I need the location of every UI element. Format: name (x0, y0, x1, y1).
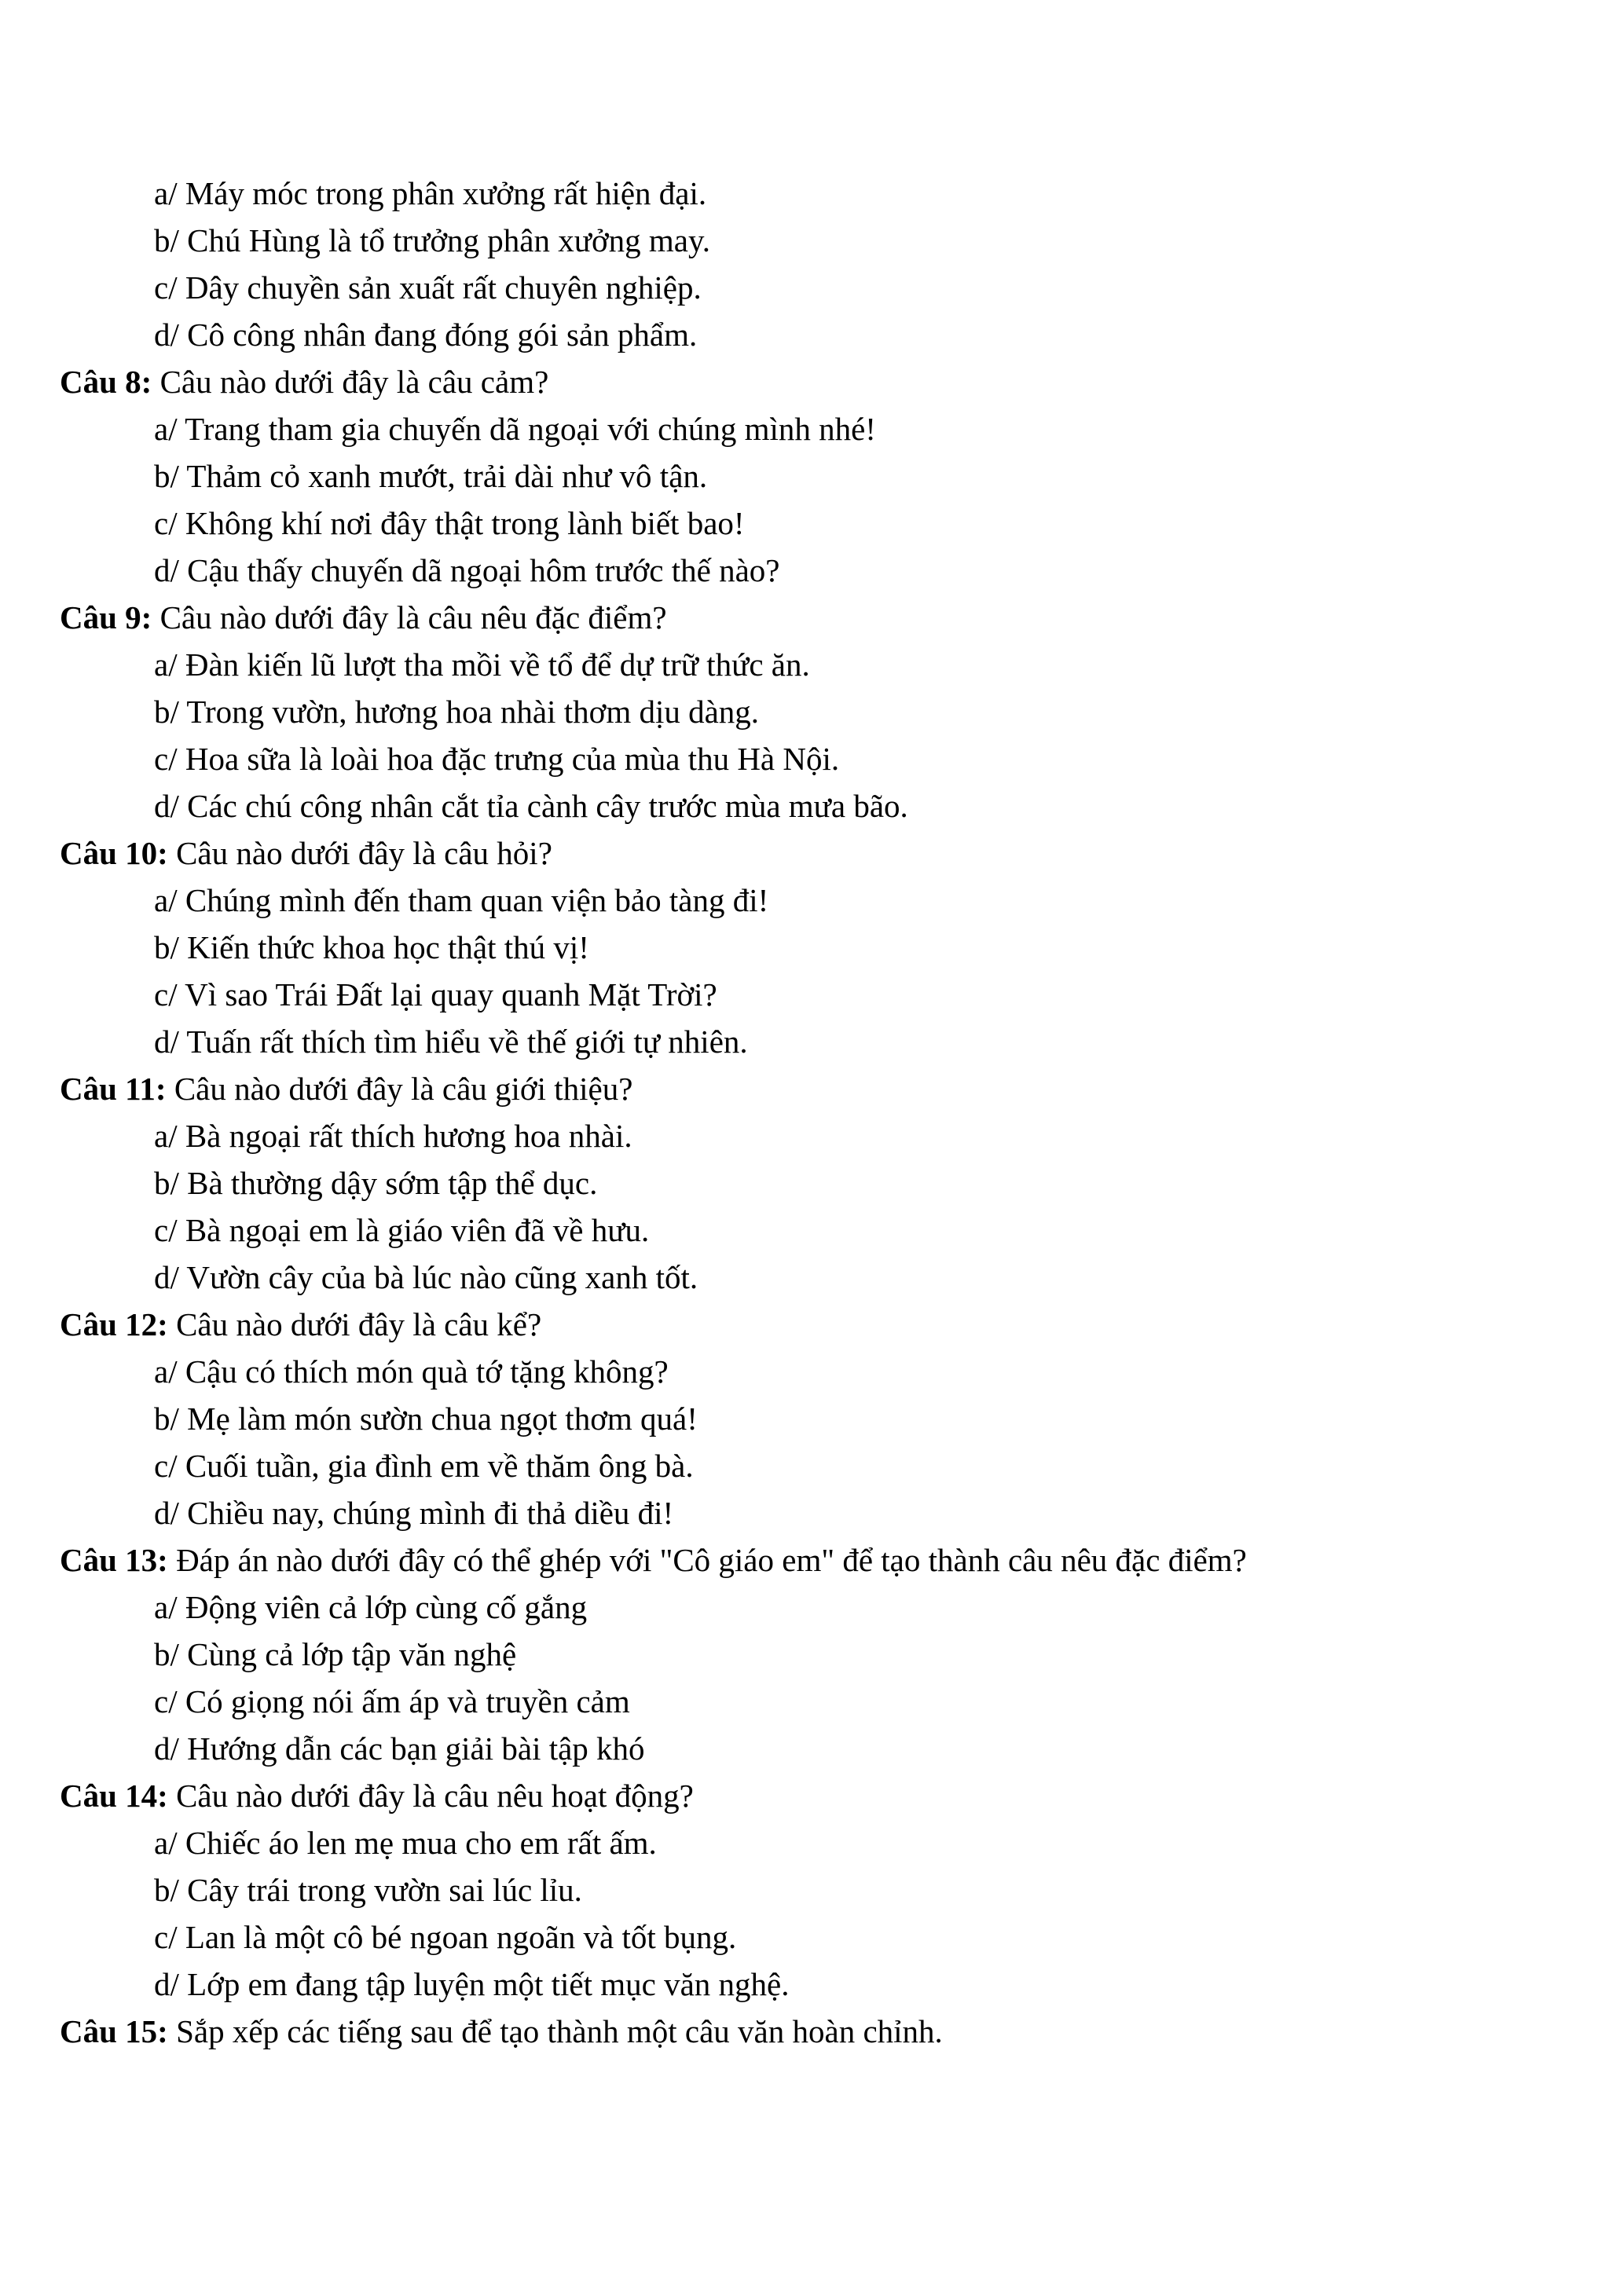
question-line (0, 2008, 1624, 2055)
option-d: d/ Tuấn rất thích tìm hiểu về thế giới tự nhiên. (154, 1023, 748, 1060)
option-b: b/ Cây trái trong vườn sai lúc lỉu. (154, 1872, 582, 1908)
option-a: a/ Trang tham gia chuyến dã ngoại với chúng mình nhé! (154, 411, 876, 447)
question-text: Câu nào dưới đây là câu nêu đặc điểm? (152, 599, 667, 635)
option-a: a/ Cậu có thích món quà tớ tặng không? (154, 1353, 669, 1390)
option-a: a/ Động viên cả lớp cùng cố gắng (154, 1589, 588, 1625)
question-line (0, 1065, 1624, 1112)
question-number: Câu 8: (60, 364, 152, 400)
question-line (0, 1772, 1624, 1819)
option-b: b/ Cùng cả lớp tập văn nghệ (154, 1636, 517, 1672)
option-a: a/ Chúng mình đến tham quan viện bảo tàng đi! (154, 882, 769, 918)
question-15 (0, 2008, 1624, 2055)
question-line (0, 358, 1624, 405)
question-line (0, 1301, 1624, 1348)
question-9 (0, 594, 1624, 829)
option-a: a/ Chiếc áo len mẹ mua cho em rất ấm. (154, 1825, 657, 1861)
option-d: d/ Cậu thấy chuyến dã ngoại hôm trước thế nào? (154, 552, 780, 588)
question-text: Câu nào dưới đây là câu hỏi? (167, 835, 552, 871)
option-d: d/ Lớp em đang tập luyện một tiết mục văn nghệ. (154, 1966, 790, 2002)
option-d: d/ Các chú công nhân cắt tỉa cành cây trước mùa mưa bão. (154, 788, 908, 824)
question-11 (0, 1065, 1624, 1301)
option-c: c/ Cuối tuần, gia đình em về thăm ông bà. (154, 1448, 694, 1484)
option-d: d/ Vườn cây của bà lúc nào cũng xanh tốt. (154, 1259, 698, 1295)
question-text: Câu nào dưới đây là câu giới thiệu? (166, 1071, 633, 1107)
option-c: c/ Vì sao Trái Đất lại quay quanh Mặt Trời? (154, 976, 717, 1013)
option-c: c/ Lan là một cô bé ngoan ngoãn và tốt bụng. (154, 1919, 737, 1955)
question-number: Câu 15: (60, 2013, 168, 2049)
question-8 (0, 358, 1624, 594)
option-b: b/ Bà thường dậy sớm tập thể dục. (154, 1165, 598, 1201)
question-number: Câu 11: (60, 1071, 167, 1107)
option-b: b/ Kiến thức khoa học thật thú vị! (154, 929, 589, 965)
option-c: c/ Không khí nơi đây thật trong lành biết bao! (154, 505, 745, 541)
question-text: Câu nào dưới đây là câu cảm? (152, 364, 549, 400)
question-12 (0, 1301, 1624, 1536)
question-number: Câu 10: (60, 835, 168, 871)
option-b: b/ Chú Hùng là tổ trưởng phân xưởng may. (154, 222, 711, 258)
option-b: b/ Thảm cỏ xanh mướt, trải dài như vô tận. (154, 458, 708, 494)
question-number: Câu 12: (60, 1306, 168, 1342)
question-text: Câu nào dưới đây là câu nêu hoạt động? (167, 1778, 694, 1814)
document-page (0, 170, 1624, 2055)
continued-options (0, 170, 1624, 358)
option-c: c/ Dây chuyền sản xuất rất chuyên nghiệp. (154, 269, 702, 306)
option-a: a/ Bà ngoại rất thích hương hoa nhài. (154, 1118, 632, 1154)
option-c: c/ Hoa sữa là loài hoa đặc trưng của mùa thu Hà Nội. (154, 741, 840, 777)
option-d: d/ Chiều nay, chúng mình đi thả diều đi! (154, 1495, 674, 1531)
question-10 (0, 829, 1624, 1065)
option-b: b/ Mẹ làm món sườn chua ngọt thơm quá! (154, 1401, 698, 1437)
option-a: a/ Máy móc trong phân xưởng rất hiện đại. (154, 175, 707, 211)
option-d: d/ Hướng dẫn các bạn giải bài tập khó (154, 1730, 645, 1767)
question-line (0, 594, 1624, 641)
question-text: Câu nào dưới đây là câu kể? (167, 1306, 542, 1342)
option-c: c/ Bà ngoại em là giáo viên đã về hưu. (154, 1212, 650, 1248)
question-14 (0, 1772, 1624, 2008)
option-c: c/ Có giọng nói ấm áp và truyền cảm (154, 1683, 630, 1719)
question-text: Sắp xếp các tiếng sau để tạo thành một câu văn hoàn chỉnh. (167, 2013, 943, 2049)
option-d: d/ Cô công nhân đang đóng gói sản phẩm. (154, 317, 698, 353)
option-b: b/ Trong vườn, hương hoa nhài thơm dịu dàng. (154, 694, 760, 730)
question-line (0, 829, 1624, 877)
question-13 (0, 1536, 1624, 1772)
option-a: a/ Đàn kiến lũ lượt tha mồi về tổ để dự trữ thức ăn. (154, 646, 810, 683)
question-line (0, 1536, 1624, 1584)
question-number: Câu 9: (60, 599, 152, 635)
question-number: Câu 13: (60, 1542, 168, 1578)
question-text: Đáp án nào dưới đây có thể ghép với "Cô giáo em" để tạo thành câu nêu đặc điểm? (167, 1542, 1247, 1578)
question-number: Câu 14: (60, 1778, 168, 1814)
